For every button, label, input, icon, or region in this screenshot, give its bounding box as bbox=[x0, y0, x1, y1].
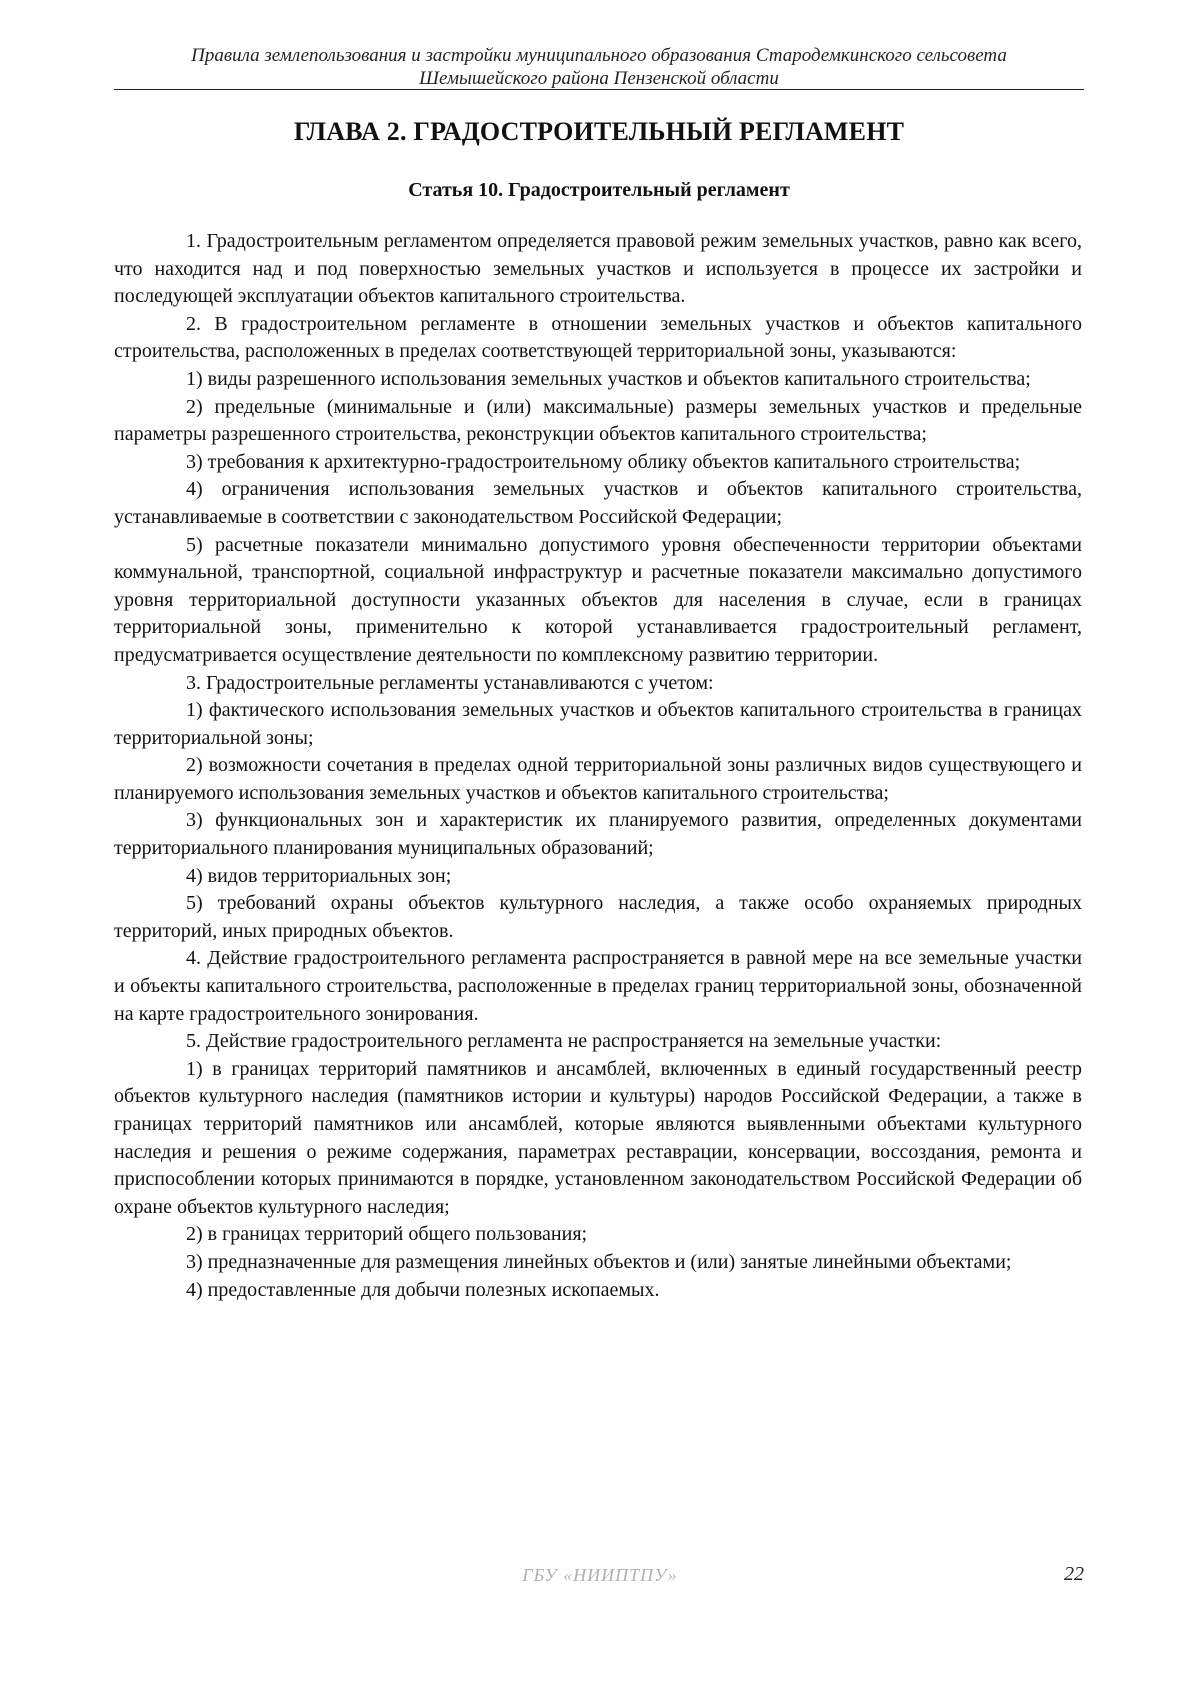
chapter-title: ГЛАВА 2. ГРАДОСТРОИТЕЛЬНЫЙ РЕГЛАМЕНТ bbox=[293, 117, 905, 146]
paragraph: 5. Действие градостроительного регламента не распространяется на земельные участки: bbox=[186, 1030, 942, 1053]
header-divider bbox=[114, 89, 1084, 90]
paragraph: 1) в границах территорий памятников и ансамблей, включенных в единый государственный реестр объектов культурного наследия (памятников истории и культуры) народов Российской Федерации, а также в границах территорий памятников или ансамблей, которые являются выявленными объектами культурного наследия и решения о режиме содержания, параметрах реставрации, консервации, воссоздания, ремонта и приспособлении которых принимаются в порядке, установленном законодательством Российской Федерации об охране объектов культурного наследия; bbox=[114, 1057, 1082, 1218]
paragraph: 5) требований охраны объектов культурного наследия, а также особо охраняемых природных территорий, иных природных объектов. bbox=[114, 892, 1082, 942]
article-body bbox=[114, 228, 1082, 1304]
paragraph: 3) функциональных зон и характеристик их планируемого развития, определенных документами территориального планирования муниципальных образований; bbox=[114, 809, 1082, 860]
paragraph: 2. В градостроительном регламенте в отношении земельных участков и объектов капитального строительства, расположенных в пределах соответствующей территориальной зоны, указываются: bbox=[114, 312, 1082, 363]
footer-organization: ГБУ «НИИПТПУ» bbox=[522, 1565, 678, 1585]
paragraph: 4) предоставленные для добычи полезных ископаемых. bbox=[186, 1278, 660, 1301]
paragraph: 2) в границах территорий общего пользования; bbox=[186, 1223, 588, 1246]
paragraph: 4) видов территориальных зон; bbox=[186, 864, 452, 887]
running-header-line-2: Шемышейского района Пензенской области bbox=[419, 68, 779, 89]
paragraph: 2) возможности сочетания в пределах одной территориальной зоны различных видов существующего и планируемого использования земельных участков и объектов капитального строительства; bbox=[114, 754, 1082, 804]
paragraph: 3) требования к архитектурно-градостроительному облику объектов капитального строительства; bbox=[186, 450, 1021, 473]
running-header-line-1: Правила землепользования и застройки муниципального образования Стародемкинского сельсовета bbox=[191, 45, 1007, 66]
paragraph: 1. Градостроительным регламентом определяется правовой режим земельных участков, равно как всего, что находится над и под поверхностью земельных участков и используется в процессе их застройки и последующей эксплуатации объектов капитального строительства. bbox=[114, 230, 1082, 308]
paragraph: 3) предназначенные для размещения линейных объектов и (или) занятые линейными объектами; bbox=[186, 1250, 1012, 1273]
page-number: 22 bbox=[1064, 1563, 1084, 1585]
running-header bbox=[114, 44, 1084, 90]
paragraph: 2) предельные (минимальные и (или) максимальные) размеры земельных участков и предельные параметры разрешенного строительства, реконструкции объектов капитального строительства; bbox=[114, 395, 1082, 446]
article-title: Статья 10. Градостроительный регламент bbox=[408, 179, 790, 201]
paragraph: 1) виды разрешенного использования земельных участков и объектов капитального строительства; bbox=[186, 367, 1031, 390]
paragraph: 3. Градостроительные регламенты устанавливаются с учетом: bbox=[186, 671, 714, 694]
paragraph: 1) фактического использования земельных участков и объектов капитального строительства в границах территориальной зоны; bbox=[114, 699, 1082, 749]
paragraph: 4. Действие градостроительного регламента распространяется в равной мере на все земельные участки и объекты капитального строительства, расположенные в пределах границ территориальной зоны, обозначенной на карте градостроительного зонирования. bbox=[114, 947, 1082, 1025]
paragraph: 4) ограничения использования земельных участков и объектов капитального строительства, устанавливаемые в соответствии с законодательством Российской Федерации; bbox=[114, 478, 1082, 528]
paragraph: 5) расчетные показатели минимально допустимого уровня обеспеченности территории объектами коммунальной, транспортной, социальной инфраструктур и расчетные показатели максимально допустимого уровня территориальной доступности указанных объектов для населения в случае, если в границах территориальной зоны, применительно к которой устанавливается градостроительный регламент, предусматривается осуществление деятельности по комплексному развитию территории. bbox=[114, 533, 1082, 666]
